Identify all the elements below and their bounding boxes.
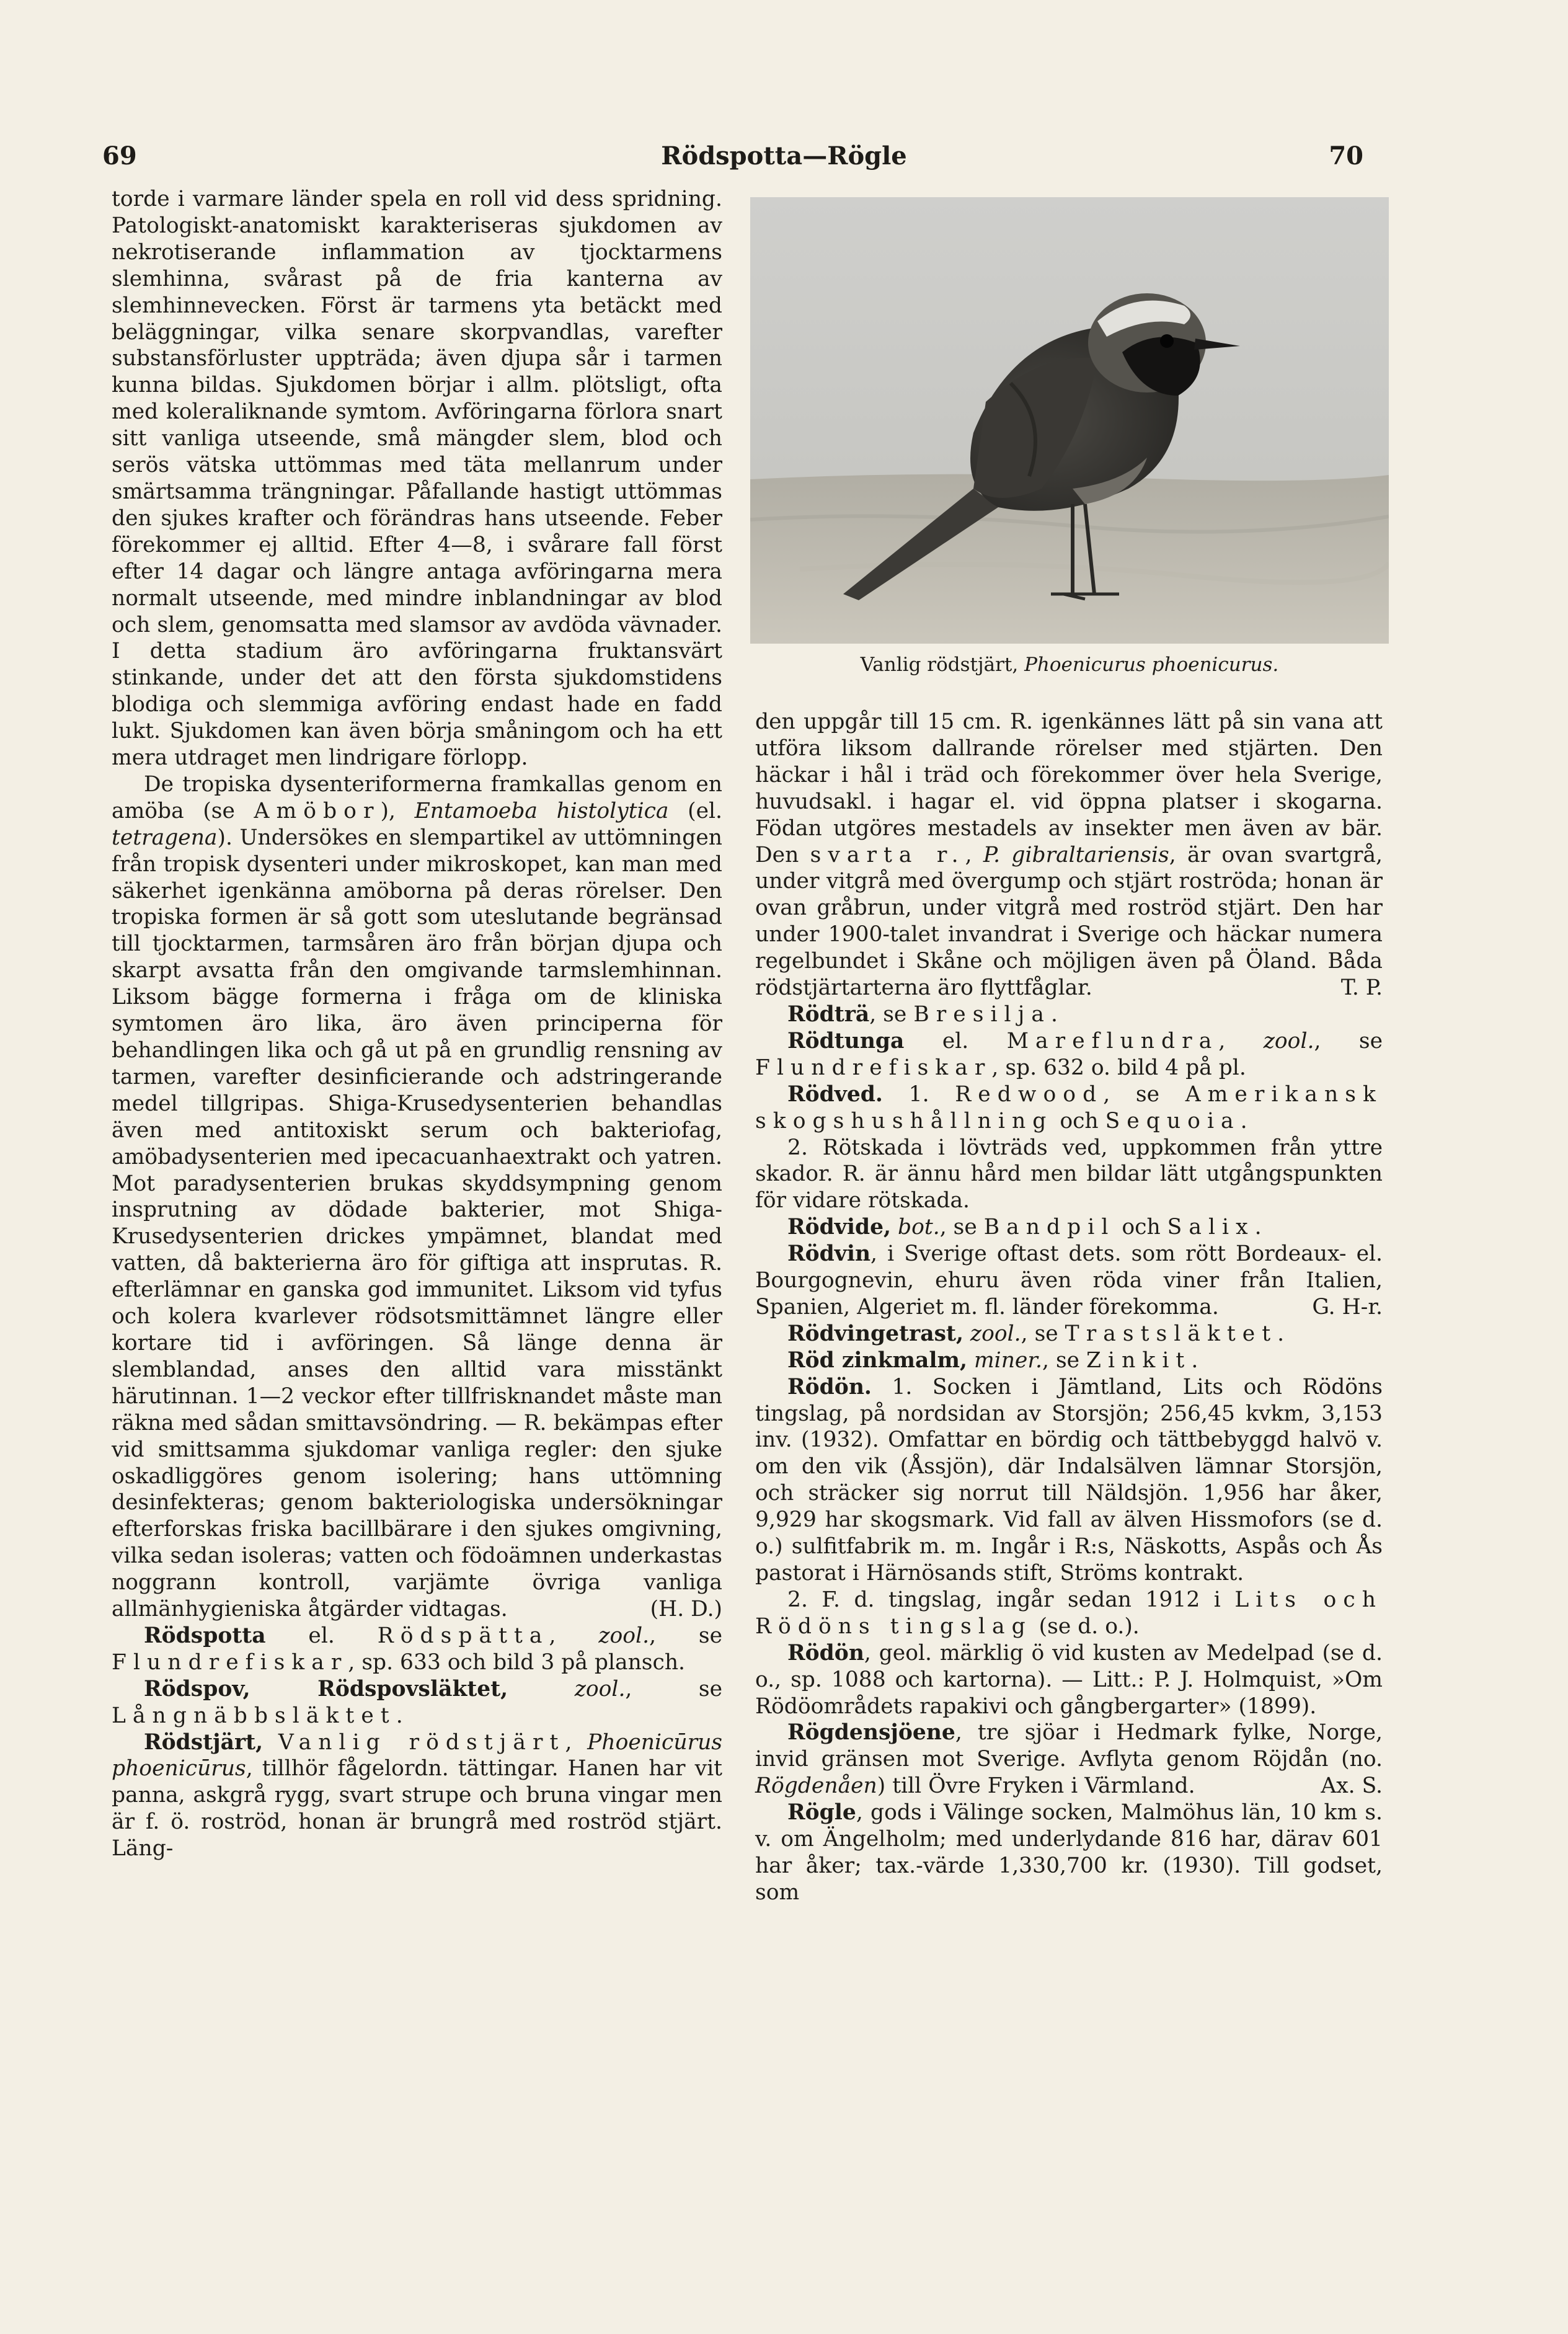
left-column — [112, 186, 722, 1862]
entry-rodspov: Rödspov, Rödspovsläktet, zool., se Långnäbbsläktet. — [112, 1676, 722, 1728]
entry-headword: Röd zinkmalm, — [787, 1347, 967, 1373]
entry-headword: Rödträ — [787, 1001, 870, 1027]
entry-headword: Rödvingetrast, — [787, 1321, 963, 1346]
redstart-photograph — [750, 197, 1389, 644]
right-column — [755, 709, 1383, 1906]
entry-headword: Rödtunga — [787, 1028, 905, 1054]
entry-rodstjart: Rödstjärt, Vanlig rödstjärt, Phoenicūrus phoenicūrus, tillhör fågelordn. tättingar. Hanen har vit panna, askgrå rygg, svart strupe och bruna vingar men är f. ö. roströd, honan är brungrå med roströd stjärt. Läng- — [112, 1729, 723, 1861]
entry-headword: Rödvin — [787, 1241, 871, 1267]
entry-headword: Rödspotta — [144, 1623, 266, 1648]
entry-headword: Rödstjärt, — [144, 1729, 264, 1755]
entry-headword: Rögle — [787, 1800, 856, 1826]
right-page-number: 70 — [1329, 141, 1363, 171]
cross-reference: Amöbor — [254, 798, 381, 823]
author-signature: (H. D.) — [650, 1597, 722, 1622]
entry-rodvide: Rödvide, bot., se Bandpil och Salix. — [787, 1215, 1262, 1240]
bird-photo-illustration — [750, 197, 1389, 644]
author-signature: T. P. — [1340, 975, 1383, 1001]
entry-headword: Rödön — [787, 1640, 864, 1666]
entry-rodtra: Rödträ, se Bresilja. — [787, 1001, 1058, 1027]
author-signature: Ax. S. — [1321, 1773, 1383, 1799]
entry-rogdensjoene: Rögdensjöene, tre sjöar i Hedmark fylke, Norge, invid gränsen mot Sverige. Avflyta genom Röjdån (no. Rögdenåen) till Övre Fryken i Värmland. Ax. S. — [755, 1720, 1383, 1799]
author-signature: G. H-r. — [1312, 1294, 1383, 1320]
entry-rogle: Rögle, gods i Välinge socken, Malmöhus län, 10 km s. v. om Ängelholm; med underlydande 816 har, därav 601 har åker; tax.-värde 1,330,700 kr. (1930). Till godset, som — [755, 1800, 1383, 1905]
entry-headword: Rödved. — [787, 1081, 883, 1107]
paragraph: den uppgår till 15 cm. R. igenkännes lätt på sin vana att utföra liksom dallrande rörelser med stjärten. Den häckar i hål i träd och förekommer över hela Sverige, huvudsakl. i hagar el. vid öppna platser i skogarna. Födan utgöres mestadels av insekter men även av bär. Den svarta r., P. gibraltariensis, är ovan svartgrå, under vitgrå med övergump och stjärt roströda; honan är ovan gråbrun, under vitgrå med roströd stjärt. Den har under 1900-talet invandrat i Sverige och häckar numera regelbundet i Skåne och möjligen även på Öland. Båda rödstjärtarterna äro flyttfåglar. T. P. — [755, 709, 1383, 1001]
left-page-number: 69 — [102, 141, 137, 171]
entry-rodon: Rödön. 1. Socken i Jämtland, Lits och Rödöns tingslag, på nordsidan av Storsjön; 256,45 kvkm, 3,153 inv. (1932). Omfattar en bördig och tättbebyggd halvö v. om den vik (Åssjön), där Indalsälven lämnar Storsjön, och sträcker sig norrut till Näldsjön. 1,956 har åker, 9,929 har skogsmark. Vid fall av älven Hissmofors (se d. o.) sulfitfabrik m. m. Ingår i R:s, Näskotts, Aspås och Ås pastorat i Härnösands stift, Ströms kontrakt. — [755, 1374, 1383, 1586]
paragraph: 2. F. d. tingslag, ingår sedan 1912 i Lits och Rödöns tingslag (se d. o.). — [755, 1587, 1383, 1639]
entry-rodtunga: Rödtunga el. Mareflundra, zool., se Flundrefiskar, sp. 632 o. bild 4 på pl. — [755, 1028, 1383, 1080]
entry-headword: Rögdensjöene — [787, 1720, 955, 1746]
entry-rodon-geol: Rödön, geol. märklig ö vid kusten av Medelpad (se d. o., sp. 1088 och kartorna). — Litt.: P. J. Holmquist, »Om Rödöområdets rapakivi och gångbergarter» (1899). — [755, 1640, 1383, 1719]
entry-headword: Rödvide, — [787, 1215, 892, 1240]
paragraph: torde i varmare länder spela en roll vid dess spridning. Patologiskt-anatomiskt karakteriseras sjukdomen av nekrotiserande inflammation av tjocktarmens slemhinna, svårast på de fria kanterna av slemhinnevecken. Först är tarmens yta betäckt med beläggningar, vilka senare skorpvandlas, varefter substansförluster uppträda; även djupa sår i tarmen kunna bildas. Sjukdomen börjar i allm. plötsligt, ofta med koleraliknande symtom. Avföringarna förlora snart sitt vanliga utseende, små mängder slem, blod och serös vätska uttömmas med täta mellanrum under smärtsamma trängningar. Påfallande hastigt uttömmas den sjukes krafter och förändras hans utseende. Feber förekommer ej alltid. Efter 4—8, i svårare fall först efter 14 dagar och längre antaga avföringarna mera normalt utseende, med mindre inblandningar av blod och slem, genomsatta med slamsor av avdöda vävnader. I detta stadium äro avföringarna fruktansvärt stinkande, under det att den första sjukdomstidens blodiga och slemmiga avföring endast hade en fadd lukt. Sjukdomen kan även börja småningom och ha ett mera utdraget men lindrigare förlopp. — [112, 187, 722, 771]
entry-rodvin: Rödvin, i Sverige oftast dets. som rött Bordeaux- el. Bourgognevin, ehuru även röda viner från Italien, Spanien, Algeriet m. fl. länder förekomma. G. H-r. — [755, 1241, 1383, 1320]
figure-caption: Vanlig rödstjärt, Phoenicurus phoenicurus. — [860, 654, 1279, 676]
running-head: Rödspotta—Rögle — [661, 141, 907, 171]
paragraph: De tropiska dysenteriformerna framkallas genom en amöba (se Amöbor), Entamoeba histolytica (el. tetragena). Undersökes en slempartikel av uttömningen från tropisk dysenteri under mikroskopet, kan man med säkerhet igenkänna amöborna på deras rörelser. Den tropiska formen är så gott som uteslutande begränsad till tjocktarmen, tarmsåren äro från början djupa och skarpt avsatta från den omgivande tarmslemhinnan. Liksom bägge formerna i fråga om de kliniska symtomen äro lika, äro även principerna för behandlingen lika och gå ut på en grundlig rensning av tarmen, varefter desinficierande och adstringerande medel tillgripas. Shiga-Krusedysenterien behandlas även med antitoxiskt serum och bakteriofag, amöbadysenterien med ipecacuanhaextrakt och yatren. Mot paradysenterien brukas skyddsympning genom insprutning av dödade bakterier, mot Shiga-Krusedysenterien drickes ympämnet, blandat med vatten, då bakterierna äro för giftiga att insprutas. R. efterlämnar en ganska god immunitet. Liksom vid tyfus och kolera kvarlever rödsotsmittämnet längre eller kortare tid i avföringen. Så länge denna är slemblandad, anses den alltid vara misstänkt härutinnan. 1—2 veckor efter tillfrisknandet måste man räkna med sådan smittavsöndring. — R. bekämpas efter vid smittsamma sjukdomar vanliga regler: den sjuke oskadliggöres genom isolering; hans uttömning desinfekteras; genom bakteriologiska undersökningar efterforskas friska bacillbärare i den sjukes omgivning, vilka sedan isoleras; vatten och födoämnen underkastas noggrann kontroll, varjämte övriga vanliga allmänhygieniska åtgärder vidtagas. (H. D.) — [112, 771, 722, 1622]
entry-rodved: Rödved. 1. Redwood, se Amerikansk skogshushållning och Sequoia. — [755, 1081, 1383, 1134]
entry-rodvingetrast: Rödvingetrast, zool., se Trastsläktet. — [787, 1321, 1285, 1346]
entry-rodspotta: Rödspotta el. Rödspätta, zool., se Flundrefiskar, sp. 633 och bild 3 på plansch. — [112, 1623, 723, 1675]
paragraph: 2. Rötskada i lövträds ved, uppkommen från yttre skador. R. är ännu hård men bildar lätt utgångspunkten för vidare rötskada. — [755, 1135, 1383, 1214]
entry-rod-zinkmalm: Röd zinkmalm, miner., se Zinkit. — [787, 1347, 1198, 1373]
entry-headword: Rödspov, Rödspovsläktet, — [144, 1676, 508, 1702]
entry-headword: Rödön. — [787, 1374, 872, 1400]
